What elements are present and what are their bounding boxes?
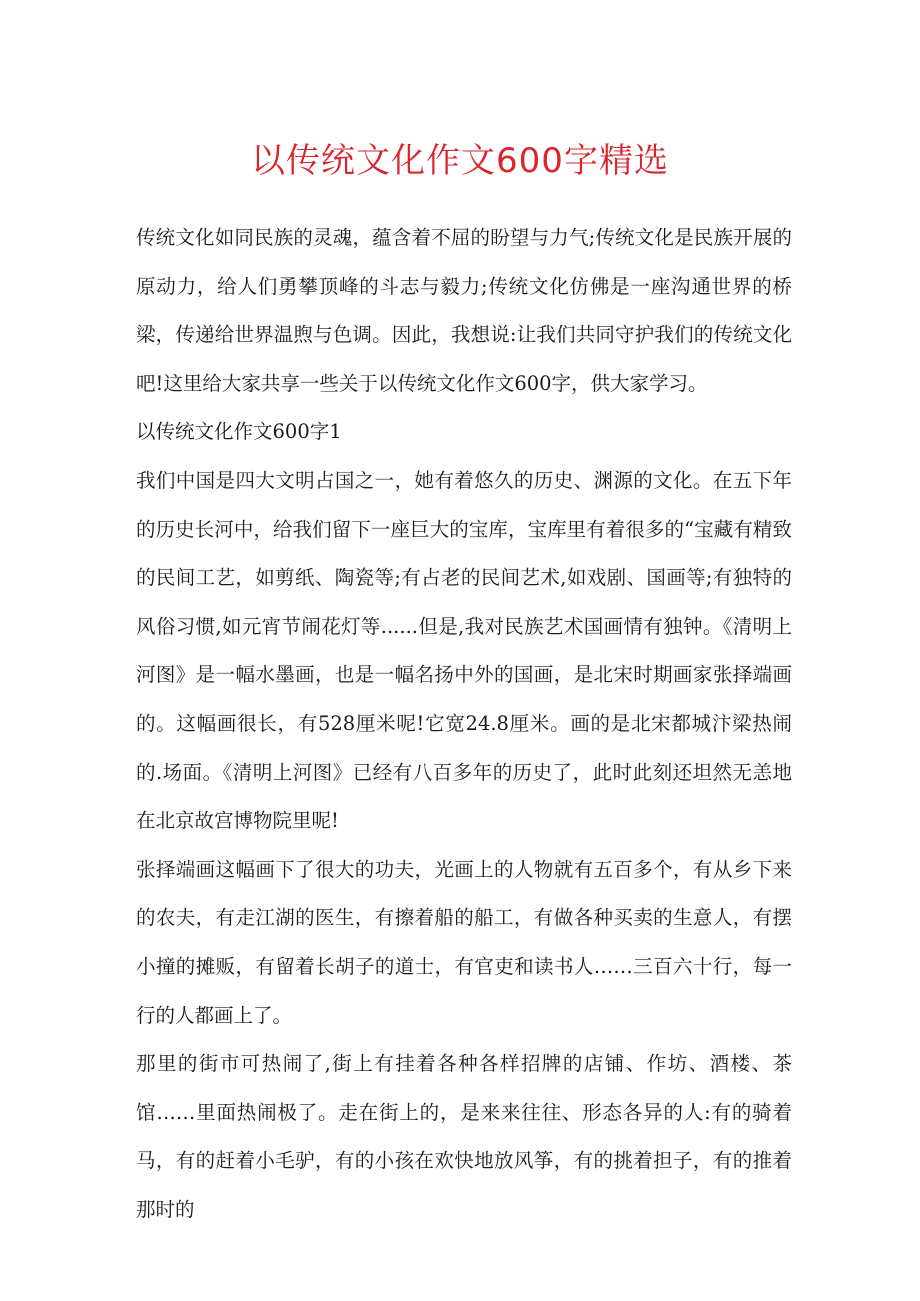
body-paragraph: 张择端画这幅画下了很大的功夫，光画上的人物就有五百多个，有从乡下来的农夫，有走江湖的医生，有擦着船的船工，有做各种买卖的生意人，有摆小撞的摊贩，有留着长胡子的道士，有官吏和读书人……三百六十行，每一行的人都画上了。 bbox=[136, 857, 792, 1027]
section-heading: 以传统文化作文600字1 bbox=[136, 420, 342, 444]
document-title: 以传统文化作文600字精选 bbox=[251, 141, 669, 181]
body-paragraph: 那里的街市可热闹了,街上有挂着各种各样招牌的店铺、作坊、酒楼、茶馆……里面热闹极了。走在街上的，是来来往往、形态各异的人:有的骑着马，有的赶着小毛驴，有的小孩在欢快地放风筝，有的挑着担子，有的推着那时的 bbox=[136, 1052, 792, 1221]
body-paragraph: 我们中国是四大文明占国之一，她有着悠久的历史、渊源的文化。在五下年的历史长河中，给我们留下一座巨大的宝库，宝库里有着很多的“宝藏有精致的民间工艺，如剪纸、陶瓷等;有占老的民间艺术,如戏剧、国画等;有独特的风俗习惯,如元宵节闹花灯等......但是,我对民族艺术国画情有独钟。《清明上河图》是一幅水墨画，也是一幅名扬中外的国画，是北宋时期画家张择端画的。这幅画很长，有528厘米呢!它宽24.8厘米。画的是北宋都城汴梁热闹的.场面。《清明上河图》已经有八百多年的历史了，此时此刻还坦然无恙地在北京故宫博物院里呢! bbox=[136, 468, 792, 833]
intro-paragraph: 传统文化如同民族的灵魂，蕴含着不屈的盼望与力气;传统文化是民族开展的原动力，给人们勇攀顶峰的斗志与毅力;传统文化仿佛是一座沟通世界的桥梁，传递给世界温煦与色调。因此，我想说:让我们共同守护我们的传统文化吧!这里给大家共享一些关于以传统文化作文600字，供大家学习。 bbox=[136, 226, 792, 395]
document-body bbox=[136, 214, 792, 1234]
